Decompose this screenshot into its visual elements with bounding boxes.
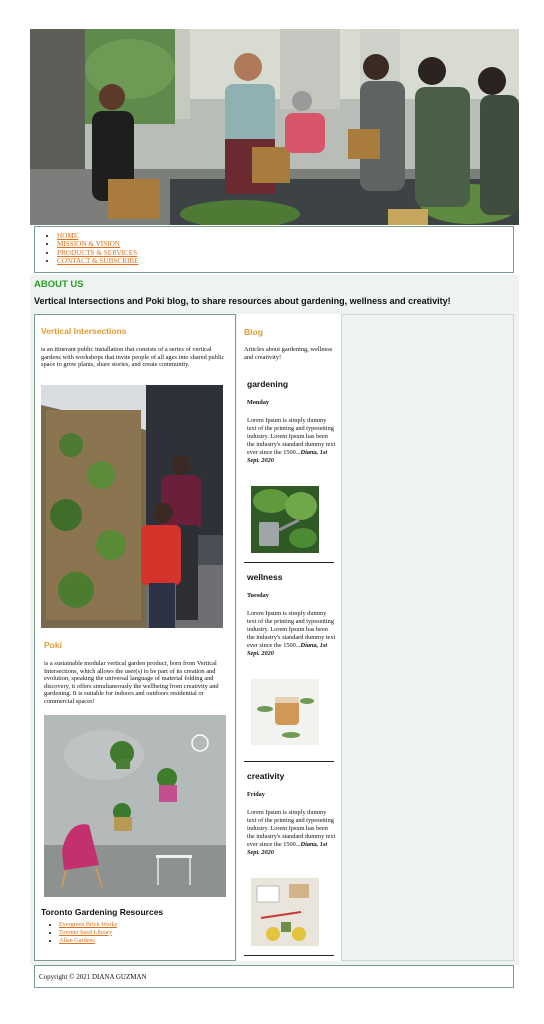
resource-link-allan-gardens[interactable]: Allan Gardens [59,936,95,944]
post-divider [244,761,334,762]
about-heading: ABOUT US [34,279,84,290]
resource-link-evergreen[interactable]: Evergreen Brick Works [59,921,118,928]
post-body-text: Lorem Ipsum is simply dummy text of the printing and typesetting industry. Lorem Ipsum has been the industry's standard dummy text ever since the 1500... [247,417,336,456]
post-body-text: Lorem Ipsum is simply dummy text of the printing and typesetting industry. Lorem Ipsum has been the industry's standard dummy text ever since the 1500... [247,809,336,848]
vertical-intersections-title: Vertical Intersections [41,326,127,336]
nav-item-contact [57,257,513,265]
blog-title: Blog [244,327,263,337]
about-intro: Vertical Intersections and Poki blog, to share resources about gardening, wellness and creativity! [34,296,451,306]
post-title-gardening: gardening [247,379,289,389]
nav-item-mission [57,240,513,248]
wellness-photo [251,679,319,745]
post-body [247,610,337,657]
creativity-photo [251,878,319,946]
post-day: Tuesday [247,592,269,599]
blog-intro: Articles about gardening, wellness and creativity! [244,346,333,361]
hero-image [30,29,519,225]
post-body-text: Lorem Ipsum is simply dummy text of the printing and typesetting industry. Lorem Ipsum has been the industry's standard dummy text ever since the 1500... [247,610,336,649]
nav-item-products [57,249,513,257]
post-divider [244,955,334,956]
nav-link-mission[interactable]: MISSION & VISION [57,240,120,249]
nav-list [35,232,513,266]
nav-link-contact[interactable]: CONTACT & SUBSCRIBE [57,257,139,266]
post-day: Monday [247,399,270,406]
post-title-creativity: creativity [247,771,285,781]
resource-item [59,921,117,929]
right-sidebar [341,314,514,961]
blog-column [237,314,341,961]
post-divider [244,562,334,563]
resources-list [41,921,117,944]
post-signature: Diana, 1st Sept. 2020 [247,448,328,464]
copyright-text: Copyright © 2021 DIANA GUZMAN [39,973,147,981]
footer [34,965,514,988]
resource-item [59,937,117,945]
post-signature: Diana, 1st Sept. 2020 [247,840,328,856]
post-signature: Diana, 1st Sept. 2020 [247,641,328,657]
poki-product-photo [44,715,226,897]
nav-link-products[interactable]: PRODUCTS & SERVICES [57,248,138,257]
post-day: Friday [247,791,265,798]
resources-title: Toronto Gardening Resources [41,907,164,917]
vertical-garden-photo [41,385,223,628]
vertical-intersections-text: is an itinerant public installation that consists of a series of vertical gardens with workshops that invite people of all ages into shared public space to grow plants, share stories, and create community. [41,346,225,369]
left-column [34,314,236,961]
nav-link-home[interactable]: HOME [57,232,79,240]
poki-title: Poki [44,640,62,650]
post-body [247,417,337,464]
resource-link-seed-library[interactable]: Toronto Seed Library [59,928,113,936]
gardening-photo [251,486,319,553]
post-body [247,809,337,856]
resource-item [59,929,117,937]
main-nav [34,226,514,273]
nav-item-home [57,232,513,240]
poki-text: is a sustainable modular vertical garden product, born from Vertical Intersections, which allows the user(s) to be part of its creation and evolution, speaking the universal language of material folding and discovery, it offers simultaneously the wellbeing from creativity and gardening. It is suitable for indoors and outdoors residential or commercial spaces! [44,660,219,705]
post-title-wellness: wellness [247,572,283,582]
